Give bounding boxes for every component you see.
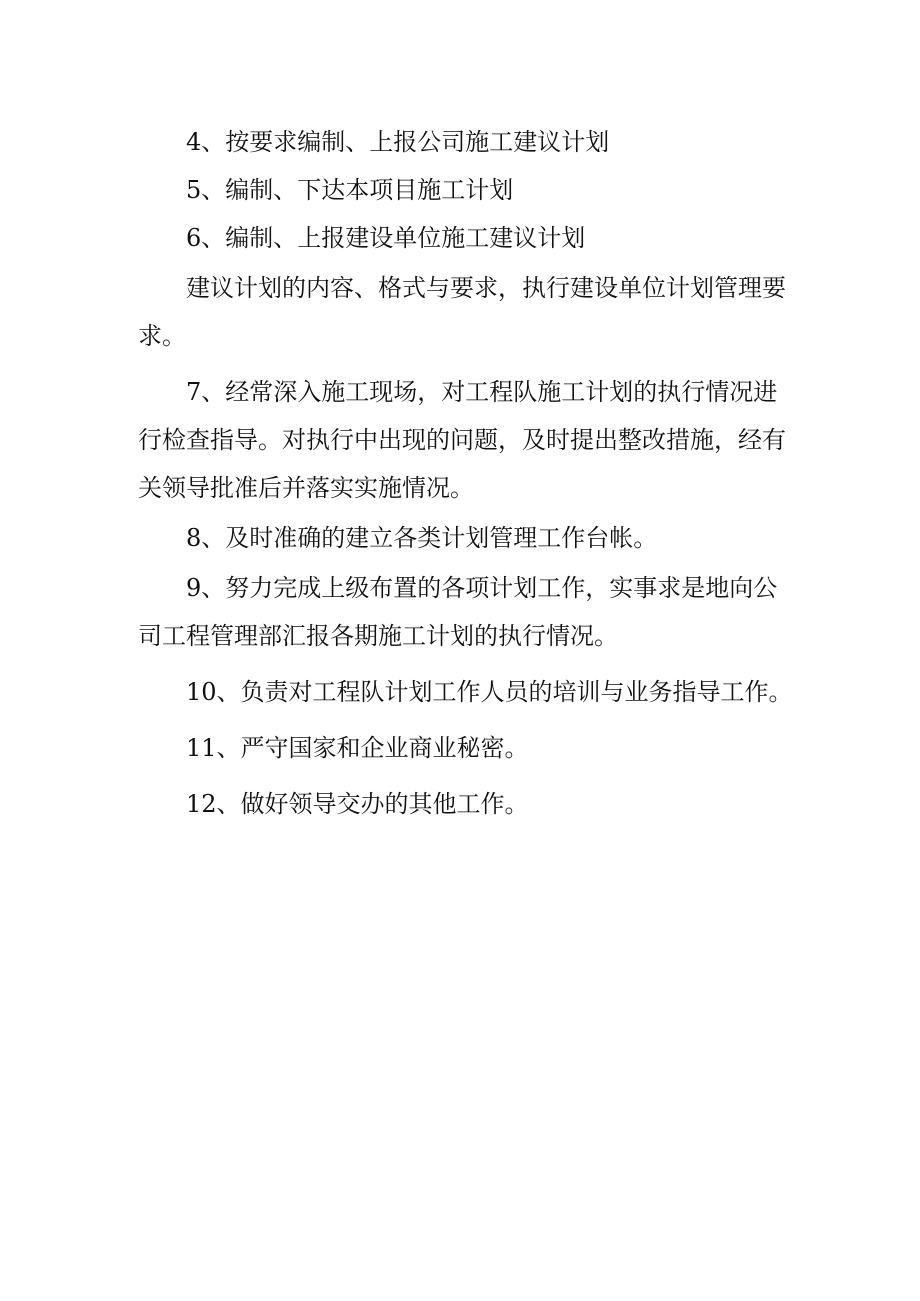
paragraph-plan-requirements: 建议计划的内容、格式与要求，执行建设单位计划管理要求。	[138, 274, 786, 350]
paragraph-item-5: 5、编制、下达本项目施工计划	[186, 176, 514, 204]
paragraph-item-7: 7、经常深入施工现场，对工程队施工计划的执行情况进行检查指导。对执行中出现的问题，及时提出整改措施，经有关领导批准后并落实实施情况。	[138, 378, 786, 502]
paragraph-item-12: 12、做好领导交办的其他工作。	[186, 790, 529, 818]
paragraph-item-8: 8、及时准确的建立各类计划管理工作台帐。	[186, 524, 658, 552]
document-body	[138, 118, 798, 828]
paragraph-item-9: 9、努力完成上级布置的各项计划工作，实事求是地向公司工程管理部汇报各期施工计划的执行情况。	[138, 574, 778, 650]
paragraph-item-11: 11、严守国家和企业商业秘密。	[186, 734, 529, 762]
paragraph-item-10: 10、负责对工程队计划工作人员的培训与业务指导工作。	[186, 678, 793, 706]
paragraph-item-6: 6、编制、上报建设单位施工建议计划	[186, 224, 586, 252]
paragraph-item-4: 4、按要求编制、上报公司施工建议计划	[186, 128, 610, 156]
